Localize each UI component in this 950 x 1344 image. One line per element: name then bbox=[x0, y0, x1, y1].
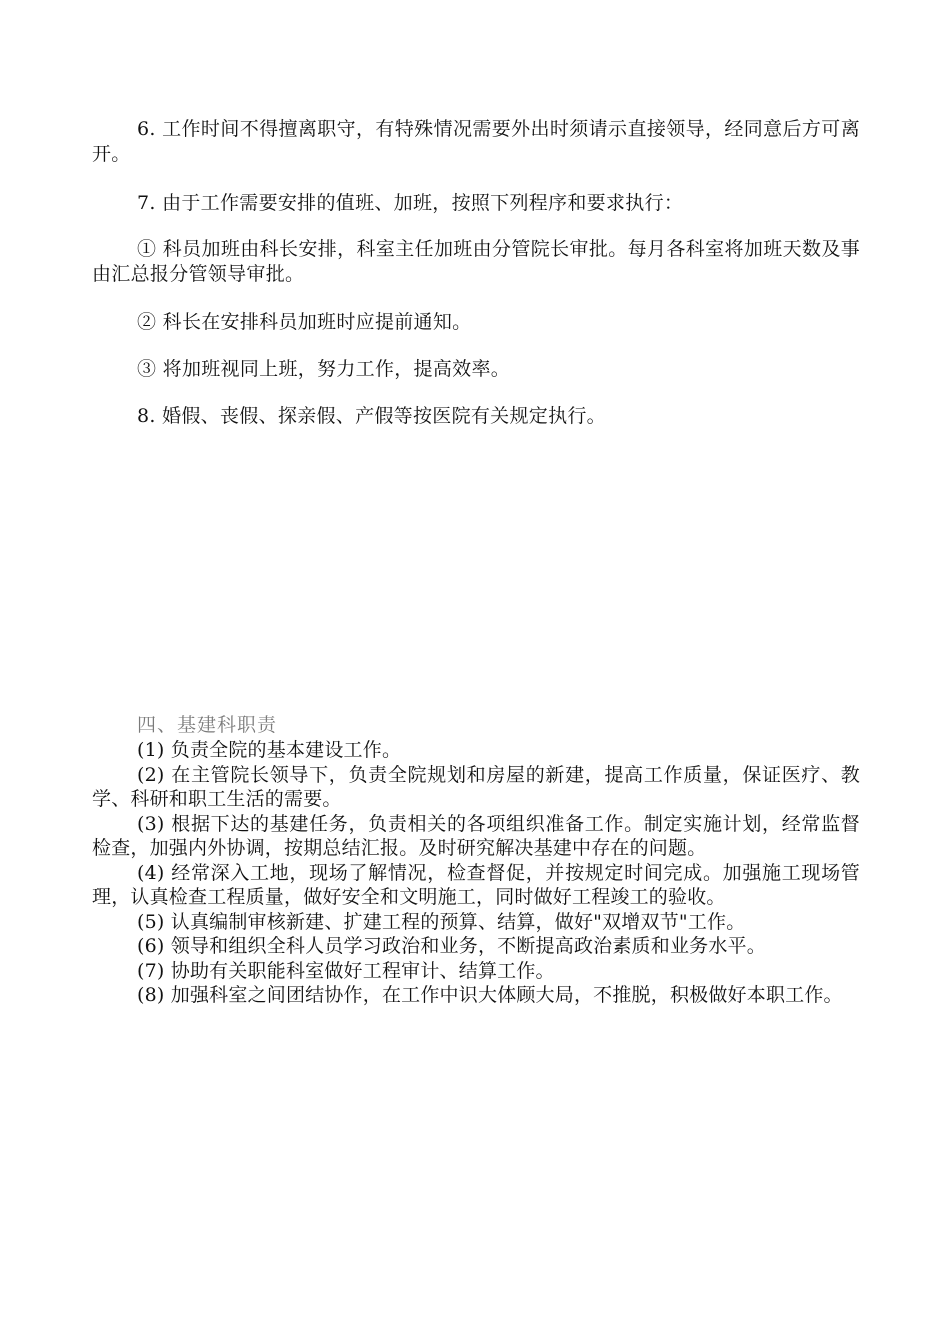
duty-item: (6) 领导和组织全科人员学习政治和业务，不断提高政治素质和业务水平。 bbox=[137, 935, 766, 957]
duty-item: (1) 负责全院的基本建设工作。 bbox=[137, 739, 402, 761]
paragraph-rule-7-item-2: ② 科长在安排科员加班时应提前通知。 bbox=[137, 311, 472, 333]
section-infrastructure-duties bbox=[92, 713, 860, 1008]
paragraph-rule-7-item-1: ① 科员加班由科长安排，科室主任加班由分管院长审批。每月各科室将加班天数及事由汇总报分管领导审批。 bbox=[92, 238, 860, 285]
paragraph-rule-7: 7. 由于工作需要安排的值班、加班，按照下列程序和要求执行： bbox=[137, 192, 684, 214]
duty-item: (2) 在主管院长领导下，负责全院规划和房屋的新建，提高工作质量，保证医疗、教学、科研和职工生活的需要。 bbox=[92, 763, 860, 810]
paragraph-rule-7-item-3: ③ 将加班视同上班，努力工作，提高效率。 bbox=[137, 358, 511, 380]
paragraph-rule-8: 8. 婚假、丧假、探亲假、产假等按医院有关规定执行。 bbox=[137, 405, 606, 427]
duty-item: (5) 认真编制审核新建、扩建工程的预算、结算，做好"双增双节"工作。 bbox=[137, 910, 746, 933]
duty-item: (3) 根据下达的基建任务，负责相关的各项组织准备工作。制定实施计划，经常监督检查，加强内外协调，按期总结汇报。及时研究解决基建中存在的问题。 bbox=[92, 812, 860, 859]
paragraph-rule-6: 6. 工作时间不得擅离职守，有特殊情况需要外出时须请示直接领导，经同意后方可离开。 bbox=[92, 118, 860, 165]
duty-item: (8) 加强科室之间团结协作，在工作中识大体顾大局，不推脱，积极做好本职工作。 bbox=[137, 984, 843, 1006]
duty-item: (4) 经常深入工地，现场了解情况，检查督促，并按规定时间完成。加强施工现场管理，认真检查工程质量，做好安全和文明施工，同时做好工程竣工的验收。 bbox=[92, 861, 860, 908]
section-title: 四、基建科职责 bbox=[137, 714, 278, 736]
duty-item: (7) 协助有关职能科室做好工程审计、结算工作。 bbox=[137, 959, 555, 982]
